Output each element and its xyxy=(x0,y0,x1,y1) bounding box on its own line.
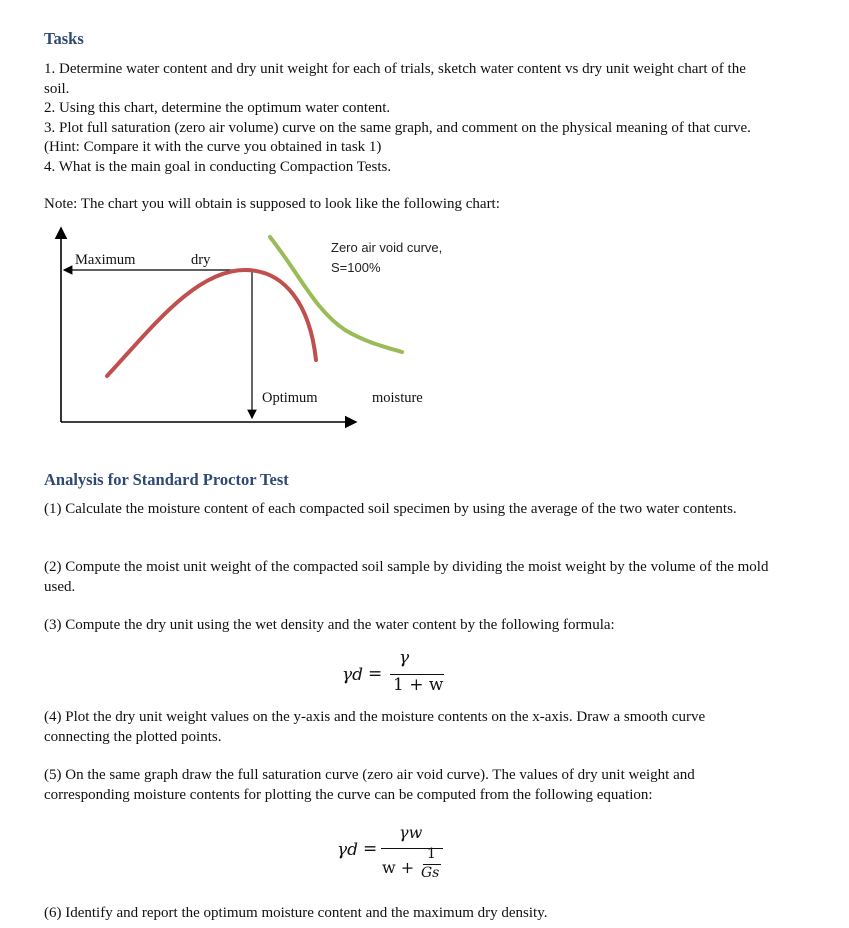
formula-dry-unit-weight xyxy=(342,650,452,696)
compaction-chart xyxy=(0,220,480,435)
formula1-numerator: γ xyxy=(399,648,410,668)
task-item-3: 3. Plot full saturation (zero air volume) curve on the same graph, and comment on the physical meaning of that curve. (Hint: Compare it with the curve you obtained in task 1) xyxy=(44,119,751,155)
analysis-step-2: (2) Compute the moist unit weight of the compacted soil sample by dividing the moist weight by the volume of the mold used. xyxy=(44,559,769,595)
formula2-den-prefix: w + xyxy=(382,858,415,877)
formula2-eq: = xyxy=(363,839,378,859)
formula2-lhs: γd xyxy=(337,840,359,860)
task-item-2: 2. Using this chart, determine the optimum water content. xyxy=(44,100,391,116)
label-zav-line1: Zero air void curve, xyxy=(331,240,443,255)
label-dry: dry xyxy=(191,252,211,268)
analysis-step-5: (5) On the same graph draw the full saturation curve (zero air void curve). The values of dry unit weight and corresponding moisture contents for plotting the curve can be computed from the following equation: xyxy=(44,767,695,803)
formula2-numerator: γw xyxy=(399,823,423,842)
analysis-step-3: (3) Compute the dry unit using the wet density and the water content by the following formula: xyxy=(44,617,615,633)
analysis-heading: Analysis for Standard Proctor Test xyxy=(44,470,289,489)
analysis-step-1: (1) Calculate the moisture content of each compacted soil specimen by using the average of the two water contents. xyxy=(44,501,737,517)
formula1-lhs: γd xyxy=(342,665,364,685)
task-item-4: 4. What is the main goal in conducting Compaction Tests. xyxy=(44,158,392,175)
tasks-list xyxy=(44,60,774,177)
task-item-1: 1. Determine water content and dry unit weight for each of trials, sketch water content vs dry unit weight chart of the soil. xyxy=(44,61,746,97)
formula1-denominator: 1 + w xyxy=(393,675,444,695)
analysis-step-6: (6) Identify and report the optimum moisture content and the maximum dry density. xyxy=(44,905,548,921)
formula-zero-air-void xyxy=(337,820,457,892)
chart-note: Note: The chart you will obtain is supposed to look like the following chart: xyxy=(44,196,500,212)
label-moisture: moisture xyxy=(372,390,423,406)
formula1-eq: = xyxy=(368,664,383,684)
formula2-inner-num: 1 xyxy=(427,846,436,862)
label-maximum: Maximum xyxy=(75,252,136,268)
label-optimum: Optimum xyxy=(262,390,318,406)
label-zav-line2: S=100% xyxy=(331,260,381,275)
analysis-step-4: (4) Plot the dry unit weight values on the y-axis and the moisture contents on the x-axis. Draw a smooth curve connecting the plotted points. xyxy=(44,709,706,745)
tasks-heading: Tasks xyxy=(44,29,84,48)
compaction-curve xyxy=(107,270,316,376)
formula2-inner-den: Gs xyxy=(421,865,440,881)
